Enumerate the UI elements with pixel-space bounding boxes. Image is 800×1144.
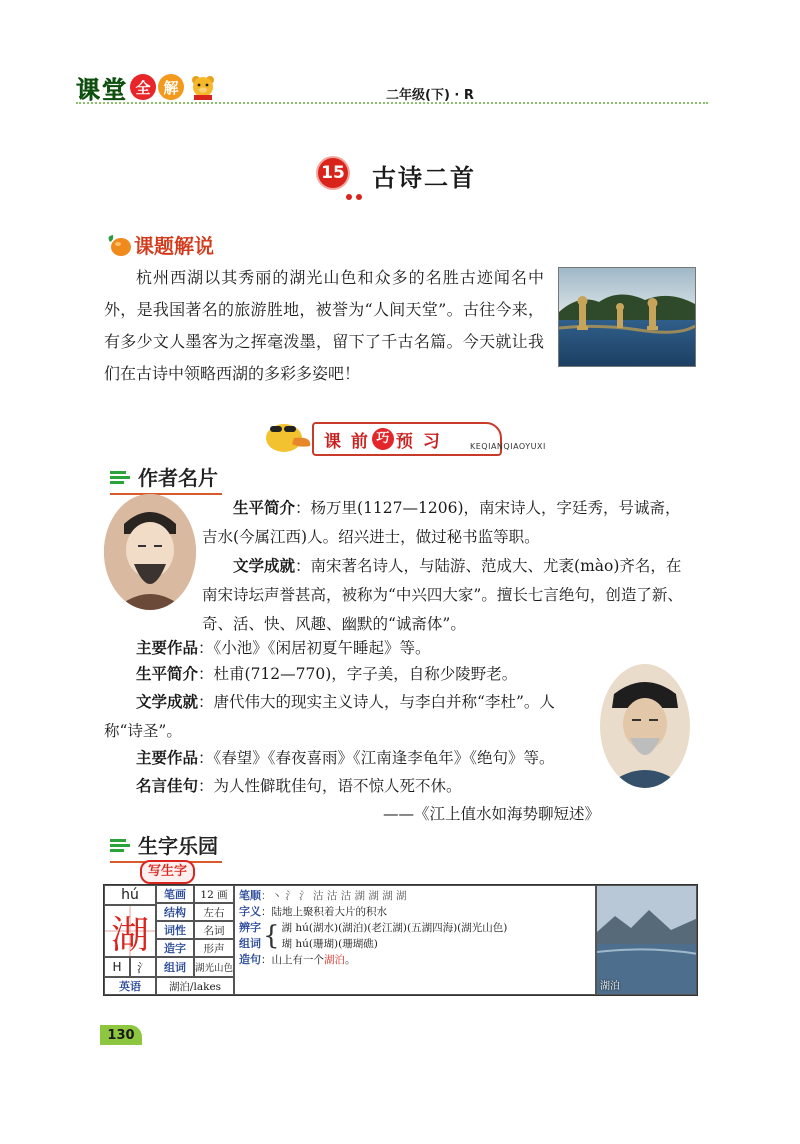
authors-heading — [110, 462, 222, 495]
yang-works-label: 主要作品 — [136, 639, 199, 657]
authors-heading-text: 作者名片 — [138, 466, 218, 490]
preview-banner — [260, 412, 546, 458]
row-label: 组词 — [156, 957, 194, 977]
row-value: 12 画 — [194, 885, 234, 903]
preview-pinyin: KEQIANQIAOYUXI — [470, 442, 546, 451]
sentence-label: 造句 — [239, 953, 261, 966]
brace-icon: { — [263, 921, 280, 951]
preview-title-b: 预 习 — [395, 431, 442, 452]
du-quote — [104, 772, 604, 801]
brand-char: 解 — [158, 74, 184, 100]
row-label: 笔画 — [156, 885, 194, 903]
distinguish-line2: 瑚 hú(珊瑚)(珊瑚礁) — [281, 938, 378, 950]
bear-mascot-icon — [188, 73, 218, 101]
yang-life-label: 生平简介 — [233, 499, 296, 517]
sentence-line — [239, 952, 591, 968]
du-fu-portrait — [600, 664, 690, 788]
lesson-dots — [346, 185, 366, 204]
meaning-label: 字义 — [239, 905, 261, 918]
lesson-title: 古诗二首 — [372, 163, 476, 192]
yang-wanli-image — [104, 494, 196, 610]
char-pinyin: hú — [104, 885, 156, 905]
row-label: 结构 — [156, 903, 194, 921]
yang-life — [202, 494, 694, 552]
distinguish-label: 辨字 — [239, 921, 261, 934]
meaning-line — [239, 904, 591, 920]
green-bars-icon — [110, 470, 132, 484]
yang-ach-text: ：南宋著名诗人，与陆游、范成大、尤袤(mào)齐名，在南宋诗坛声誉甚高，被称为“中兴四大家”。擅长七言绝句，创造了新、奇、活、快、风趣、幽默的“诚斋体”。 — [202, 557, 683, 633]
brand-char: 课 — [76, 75, 100, 104]
meaning-text: ：陆地上聚积着大片的积水 — [261, 906, 387, 918]
brand-char: 堂 — [102, 75, 126, 104]
west-lake-pagoda-image — [559, 268, 695, 366]
west-lake-photo — [558, 267, 696, 367]
stroke-label: 笔顺 — [239, 889, 261, 902]
stroke-text: ：丶 氵 氵 沽 沽 沽 湖 湖 湖 湖 — [261, 890, 407, 902]
yang-achievement — [202, 552, 694, 639]
du-works-label: 主要作品 — [136, 749, 199, 767]
intro-heading — [104, 230, 214, 259]
row-label: 词性 — [156, 921, 194, 939]
distinguish-line1: 湖 hú(湖水)(湖泊)(老江湖)(五湖四海)(湖光山色) — [281, 922, 508, 934]
duck-mascot-icon — [260, 412, 316, 456]
intro-text: 杭州西湖以其秀丽的湖光山色和众多的名胜古迹闻名中外，是我国著名的旅游胜地，被誉为“人间天堂”。古往今来，有多少文人墨客为之挥毫泼墨，留下了千古名篇。今天就让我们在古诗中领略西湖的多彩多姿吧！ — [104, 268, 544, 383]
grade-label: 二年级(下) · R — [386, 88, 474, 103]
du-life — [104, 660, 590, 689]
brand-logo — [76, 70, 218, 104]
character-card — [103, 884, 698, 996]
brand-char: 全 — [130, 74, 156, 100]
english-label: 英语 — [104, 977, 156, 995]
characters-heading-text: 生字乐园 — [138, 834, 218, 858]
sentence-post: 。 — [345, 954, 356, 966]
lake-photo — [596, 885, 697, 995]
yang-ach-label: 文学成就 — [233, 557, 296, 575]
du-ach-text: ：唐代伟大的现实主义诗人，与李白并称“李杜”。人称“诗圣”。 — [104, 693, 555, 740]
row-value: 湖光山色 — [194, 957, 234, 977]
du-quote-source: ——《江上值水如海势聊短述》 — [382, 805, 600, 823]
du-achievement — [104, 688, 590, 746]
du-life-label: 生平简介 — [136, 665, 199, 683]
char-glyph: 湖 — [104, 905, 156, 957]
row-value: 名词 — [194, 921, 234, 939]
yang-works — [104, 634, 604, 663]
sentence-highlight: 湖泊 — [324, 954, 345, 966]
yang-works-text: ：《小池》《闲居初夏午睡起》等。 — [198, 639, 431, 657]
du-fu-image — [600, 664, 690, 788]
preview-title-qiao: 巧 — [372, 428, 394, 450]
page-number: 130 — [100, 1025, 142, 1045]
du-quote-text: ：为人性僻耽佳句，语不惊人死不休。 — [198, 777, 462, 795]
words-label: 组词 — [239, 937, 261, 950]
characters-heading — [110, 830, 222, 863]
du-quote-label: 名言佳句 — [136, 777, 199, 795]
du-ach-label: 文学成就 — [136, 693, 199, 711]
yang-wanli-portrait — [104, 494, 196, 610]
stroke-order-line — [239, 888, 591, 904]
yang-life-text: ：杨万里(1127—1206)，南宋诗人，字廷秀，号诚斋，吉水(今属江西)人。绍兴进士，做过秘书监等职。 — [202, 499, 681, 546]
write-characters-tag: 写生字 — [140, 860, 195, 884]
lesson-number-badge: 15 — [318, 158, 348, 188]
row-value: 形声 — [194, 939, 234, 957]
header-divider — [76, 102, 708, 104]
du-works-text: ：《春望》《春夜喜雨》《江南逢李龟年》《绝句》等。 — [198, 749, 555, 767]
preview-title-a: 课 前 — [324, 431, 370, 452]
distinguish-block — [239, 920, 591, 952]
char-index-radical: 氵 — [130, 957, 156, 977]
english-value: 湖泊/lakes — [156, 977, 234, 995]
du-works — [104, 744, 604, 773]
sentence-pre: ：山上有一个 — [261, 954, 324, 966]
intro-heading-text: 课题解说 — [134, 234, 214, 258]
lake-caption: 湖泊 — [600, 981, 620, 992]
du-life-text: ：杜甫(712—770)，字子美，自称少陵野老。 — [198, 665, 518, 683]
row-value: 左右 — [194, 903, 234, 921]
green-bars-icon — [110, 838, 132, 852]
char-index-letter: H — [104, 957, 130, 977]
row-label: 造字 — [156, 939, 194, 957]
character-details — [234, 885, 596, 995]
orange-fruit-icon — [104, 232, 134, 258]
